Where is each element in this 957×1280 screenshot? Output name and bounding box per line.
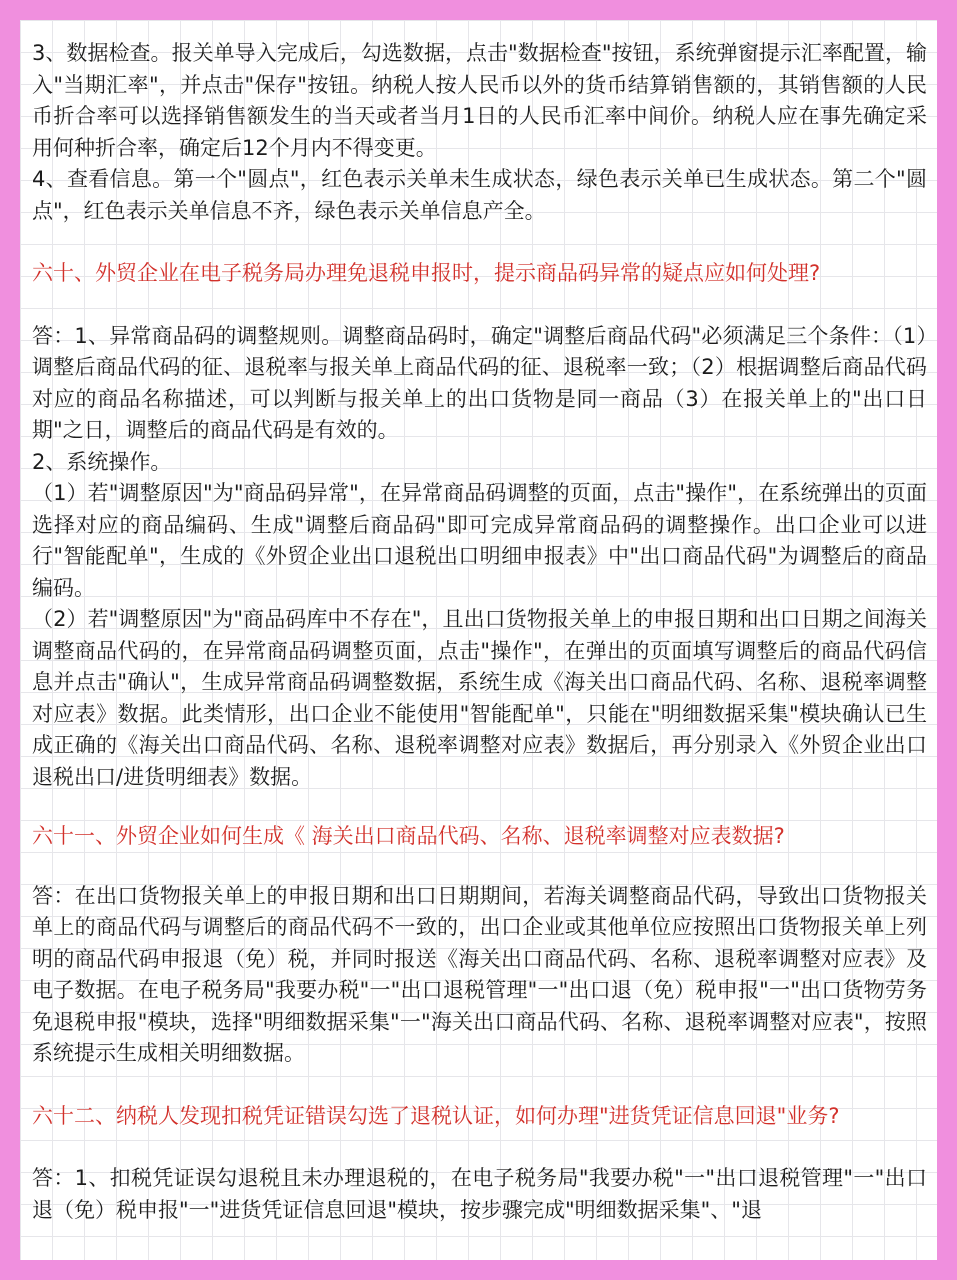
question-61: 六十一、外贸企业如何生成《 海关出口商品代码、名称、退税率调整对应表数据? (32, 824, 785, 848)
paragraph-view-info: 4、查看信息。第一个"圆点"，红色表示关单未生成状态，绿色表示关单已生成状态。第二个"圆点"，红色表示关单信息不齐，绿色表示关单信息产全。 (32, 167, 927, 223)
answer-62: 答：1、扣税凭证误勾退税且未办理退税的，在电子税务局"我要办税"一"出口退税管理"一"出口退（免）税申报"一"进货凭证信息回退"模块，按步骤完成"明细数据采集"、"退 (32, 1166, 927, 1222)
answer-60-rules: 答：1、异常商品码的调整规则。调整商品码时，确定"调整后商品代码"必须满足三个条件：（1）调整后商品代码的征、退税率与报关单上商品代码的征、退税率一致；（2）根据调整后商品代码对应的商品名称描述，可以判断与报关单上的出口货物是同一商品（3）在报关单上的"出口日期"之日，调整后的商品代码是有效的。 (32, 323, 927, 442)
paragraph-data-check: 3、数据检查。报关单导入完成后，勾选数据，点击"数据检查"按钮，系统弹窗提示汇率配置，输入"当期汇率"，并点击"保存"按钮。纳税人按人民币以外的货币结算销售额的，其销售额的人民币折合率可以选择销售额发生的当天或者当月1日的人民币汇率中间价。纳税人应在事先确定采用何种折合率，确定后12个月内不得变更。 (32, 41, 927, 160)
document-page (20, 20, 937, 1260)
answer-60-system-op: 2、系统操作。 (32, 449, 172, 474)
question-62: 六十二、纳税人发现扣税凭证错误勾选了退税认证，如何办理"进货凭证信息回退"业务? (32, 1103, 840, 1128)
answer-60-case-1: （1）若"调整原因"为"商品码异常"，在异常商品码调整的页面，点击"操作"，在系统弹出的页面选择对应的商品编码、生成"调整后商品码"即可完成异常商品码的调整操作。出口企业可以进行"智能配单"，生成的《外贸企业出口退税出口明细申报表》中"出口商品代码"为调整后的商品编码。 (32, 481, 927, 600)
answer-61: 答：在出口货物报关单上的申报日期和出口日期期间，若海关调整商品代码，导致出口货物报关单上的商品代码与调整后的商品代码不一致的，出口企业或其他单位应按照出口货物报关单上列明的商品代码申报退（免）税，并同时报送《海关出口商品代码、名称、退税率调整对应表》及电子数据。在电子税务局"我要办税"一"出口退税管理"一"出口退（免）税申报"一"出口货物劳务免退税申报"模块，选择"明细数据采集"一"海关出口商品代码、名称、退税率调整对应表"，按照系统提示生成相关明细数据。 (32, 883, 927, 1065)
question-60: 六十、外贸企业在电子税务局办理免退税申报时，提示商品码异常的疑点应如何处理? (32, 261, 821, 285)
answer-60-case-2: （2）若"调整原因"为"商品码库中不存在"，且出口货物报关单上的申报日期和出口日期之间海关调整商品代码的，在异常商品码调整页面，点击"操作"，在弹出的页面填写调整后的商品代码信息并点击"确认"，生成异常商品码调整数据，系统生成《海关出口商品代码、名称、退税率调整对应表》数据。此类情形，出口企业不能使用"智能配单"，只能在"明细数据采集"模块确认已生成正确的《海关出口商品代码、名称、退税率调整对应表》数据后，再分别录入《外贸企业出口退税出口/进货明细表》数据。 (32, 607, 927, 789)
document-content (32, 38, 927, 1226)
